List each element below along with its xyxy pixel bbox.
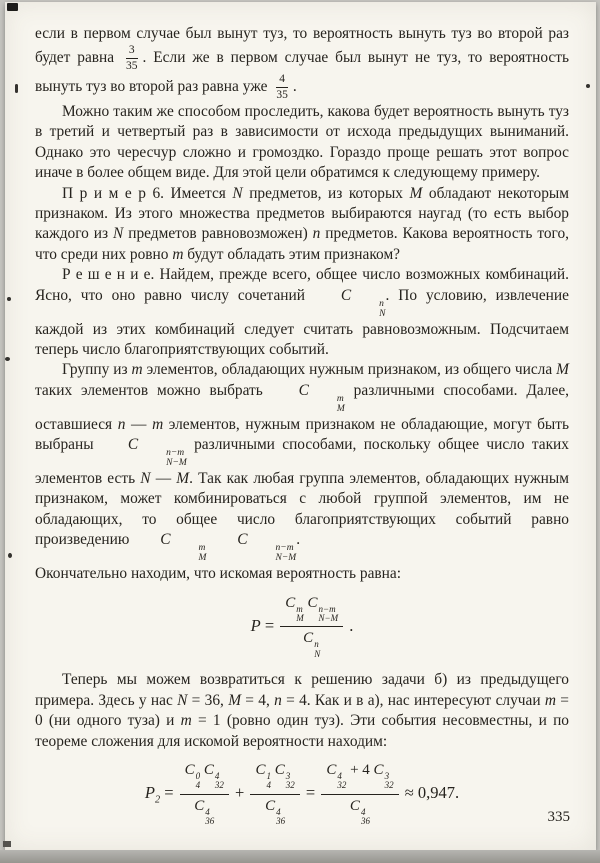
combination-symbol: C 0 4 <box>184 761 201 791</box>
math-variable: m <box>180 712 192 730</box>
math-variable: M <box>556 361 569 379</box>
combination-symbol: C 3 32 <box>274 761 295 791</box>
scan-speck <box>7 297 11 301</box>
combination-symbol: C m M <box>285 594 304 623</box>
combination-symbol: C n−m N−M <box>127 436 187 469</box>
math-variable: N <box>232 184 243 202</box>
scan-speck <box>586 84 590 88</box>
math-variable: N <box>113 225 124 243</box>
math-variable: m <box>131 361 143 379</box>
combination-symbol: C 4 36 <box>265 797 286 827</box>
scan-speck <box>5 357 10 361</box>
paragraph: если в первом случае был вынут туз, то вероятность вынуть туз во второй раз будет равна $\frac{3}{35}$ . Если же в первом случае был вынут не туз, то вероятность вынуть туз во второй раз равна уже $\frac{4}{35}$ . <box>35 25 569 102</box>
combination-symbol: C 4 32 <box>326 761 347 791</box>
math-variable: N <box>177 691 188 709</box>
fraction <box>180 761 229 828</box>
math-variable: N <box>140 470 151 487</box>
math-variable: M <box>176 470 190 487</box>
combination-symbol: C 3 32 <box>373 761 394 791</box>
scan-edge <box>0 850 600 863</box>
math-variable: m <box>152 415 164 433</box>
combination-symbol: C m M <box>160 531 207 564</box>
combination-symbol: C 4 36 <box>194 797 215 827</box>
math-variable: P <box>250 615 261 635</box>
paragraph: Можно таким же способом проследить, какова будет вероятность вынуть туз в третий и четвертый раз в зависимости от исхода предыдущих выниманий. Однако это чересчур сложно и громоздко. Гораздо проще решать этот вопрос иначе в более общем виде. Для этой цели обратимся к следующему примеру. <box>35 102 569 182</box>
combination-symbol: C 4 32 <box>203 761 224 791</box>
paragraph: Теперь мы можем возвратиться к решению задачи б) из предыдущего примера. Здесь у нас N = 36, M = 4, n = 4. Как и в а), нас интересуют случаи m = 0 (ни одного туза) и m = 1 (ровно один туз). Эти события несовместны, и по теореме сложения для искомой вероятности находим: <box>35 671 569 750</box>
book-page <box>5 2 596 850</box>
scan-speck <box>15 84 18 93</box>
paragraph: П р и м е р 6. Имеется N предметов, из которых M обладают некоторым признаком. Из этого множества предметов выбираются наугад (то есть выбор каждого из N предметов равновозможен) n предметов. Какова вероятность того, что среди них ровно m будут обладать этим признаком? <box>35 184 570 263</box>
combination-symbol: C n−m N−M <box>237 531 297 564</box>
math-variable: $P_2$ <box>144 783 161 806</box>
fraction: C 4 32 + 4 C 3 32 C 4 36 <box>321 761 398 828</box>
combination-symbol: C 4 36 <box>349 797 370 827</box>
combination-symbol: C n N <box>340 286 386 319</box>
combination-symbol: C 1 4 <box>255 761 271 791</box>
paragraph: Окончательно находим, что искомая вероятность равна: <box>35 565 402 583</box>
combination-symbol: C n N <box>303 630 321 659</box>
math-variable: m <box>172 245 184 263</box>
scan-speck <box>3 841 11 847</box>
combination-symbol: C n−m N−M <box>307 594 339 623</box>
scan-speck <box>8 553 12 558</box>
fraction: $\frac{3}{35}$ <box>126 44 138 73</box>
page-number: 335 <box>547 809 570 825</box>
fraction <box>250 761 299 828</box>
paragraph: Р е ш е н и е. Найдем, прежде всего, общее число возможных комбинаций. Ясно, что оно равно числу сочетаний C n N . По условию, извлечение каждой из этих комбинаций следует считать равновозможным. Подсчитаем теперь число благоприятствующих событий. <box>35 266 569 358</box>
scan-speck <box>7 3 18 11</box>
fraction <box>280 594 343 661</box>
paragraph: Группу из m элементов, обладающих нужным признаком, из общего числа M таких элементов можно выбрать C m M различными способами. Далее, оставшиеся n — m элементов, нужным признаком не обладающие, могут быть выбраны C n−m N−M различными способами, поскольку общее число таких элементов есть N — M. Так как любая группа элементов, обладающих нужным признаком, может комбинироваться с любой группой элементов, им не обладающих, то общее число благоприятствующих событий равно произведению C m M C n−m N−M . <box>35 361 569 564</box>
document-text <box>35 24 569 838</box>
math-variable: M <box>228 691 242 709</box>
math-variable: M <box>409 184 423 202</box>
math-variable: n <box>274 691 282 709</box>
display-formula: P = C m M C n−m N−M C n N . <box>250 594 354 659</box>
display-formula: $P_2$ = C 0 4 C 4 32 C 4 36 + C 1 4 C 3 32 C 4 36 = C 4 32 + 4 C 3 32 C 4 36 ≈ 0,947. <box>144 761 460 827</box>
math-variable: n <box>117 415 126 433</box>
math-variable: n <box>312 225 321 243</box>
fraction: $\frac{4}{35}$ <box>276 73 288 102</box>
math-variable: m <box>544 691 556 709</box>
combination-symbol: C m M <box>298 381 345 414</box>
